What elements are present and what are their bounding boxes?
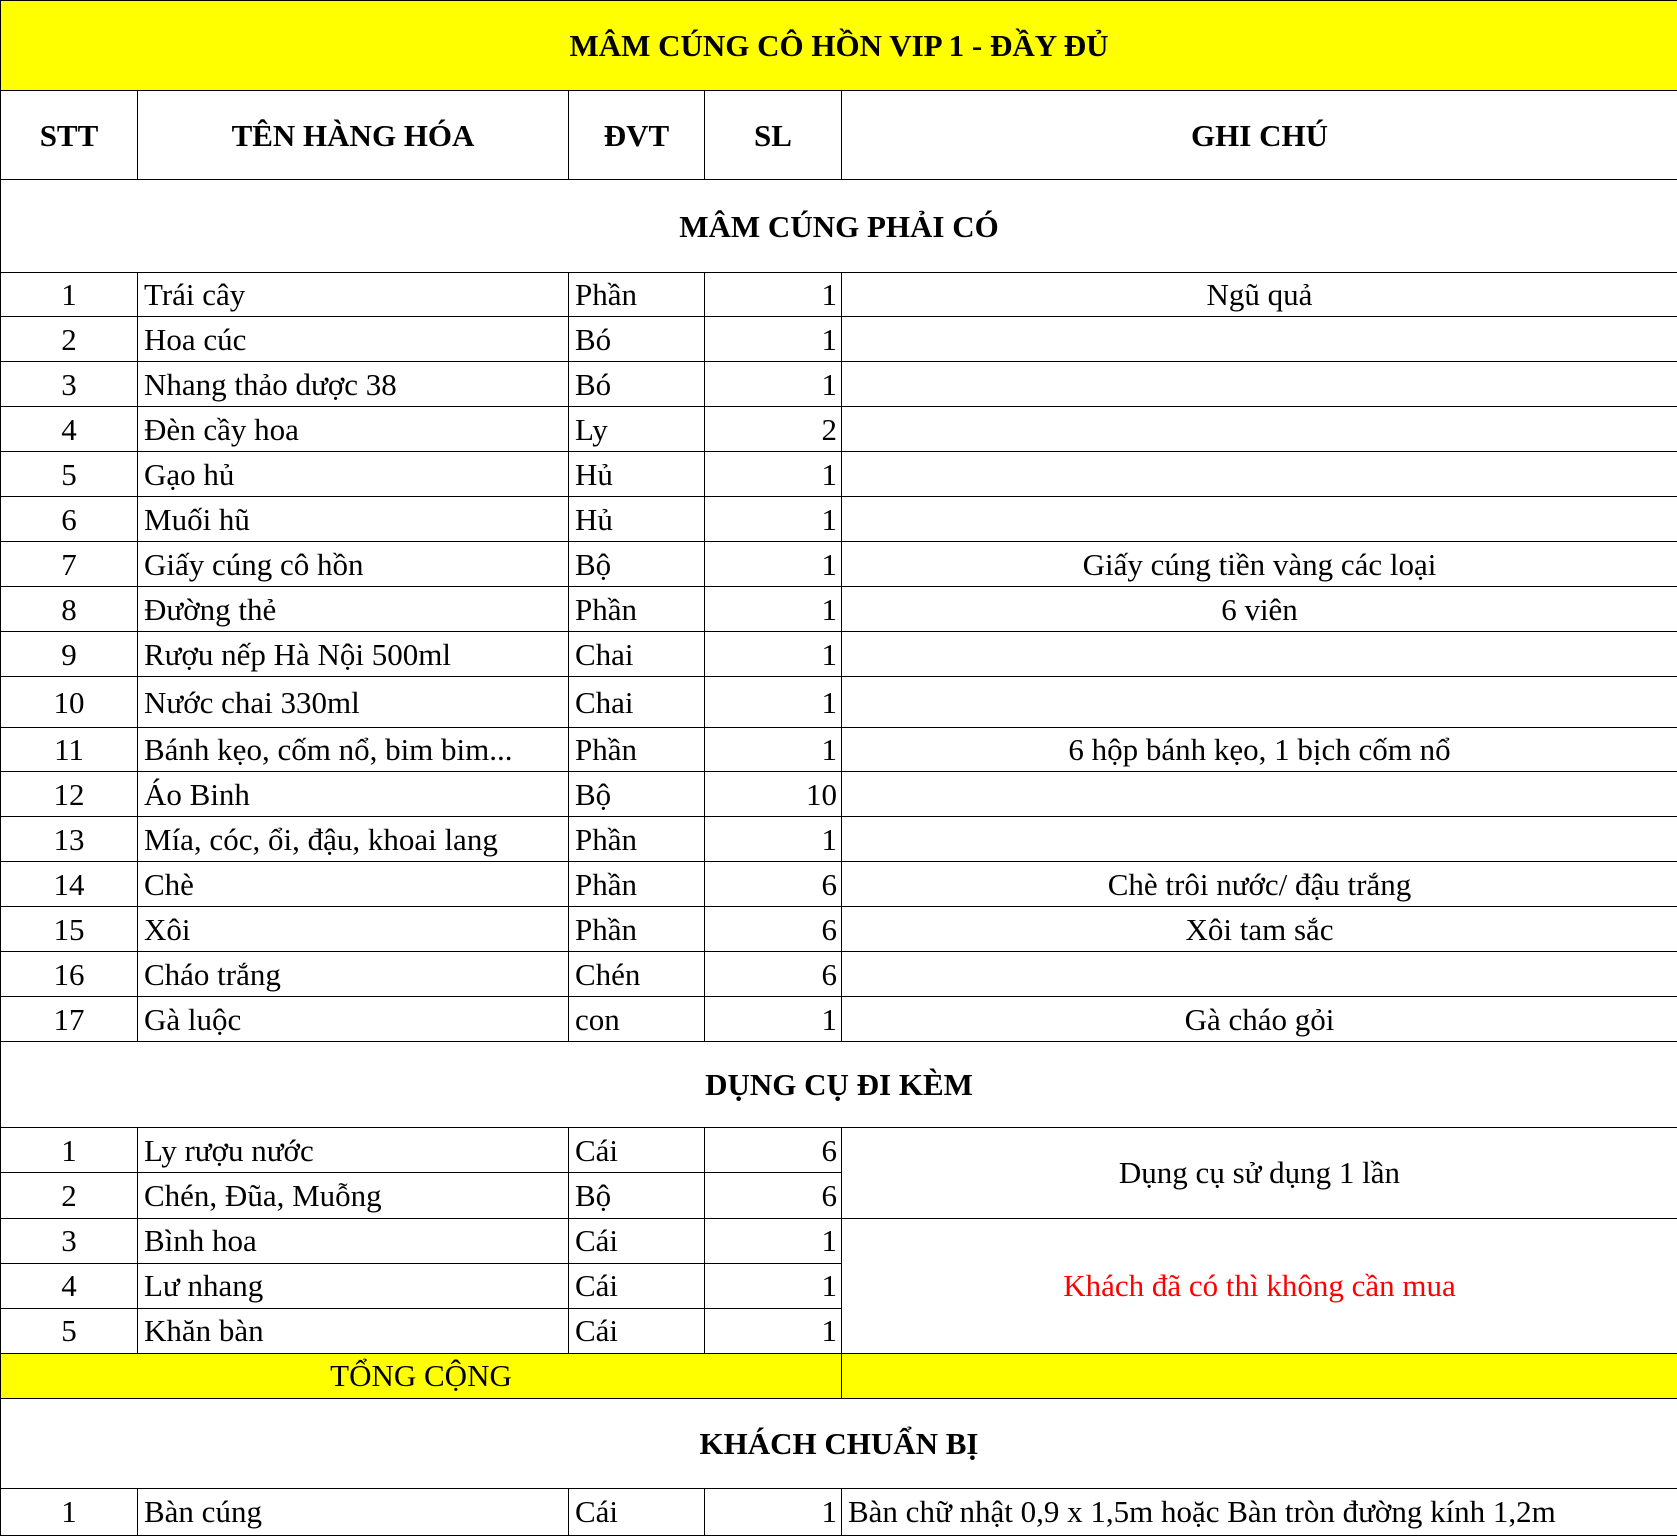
table-row (1, 1488, 1677, 1535)
table-row (1, 1218, 1677, 1263)
row-unit: Chai (569, 677, 705, 728)
table-row (1, 362, 1677, 407)
row-quantity: 1 (705, 1218, 842, 1263)
row-unit: Bó (569, 317, 705, 362)
row-unit: Bộ (569, 1173, 705, 1218)
table-row (1, 317, 1677, 362)
row-note (842, 407, 1677, 452)
table-row (1, 772, 1677, 817)
row-stt: 1 (1, 1488, 138, 1535)
row-stt: 8 (1, 587, 138, 632)
section2-title: DỤNG CỤ ĐI KÈM (1, 1042, 1677, 1128)
table-row (1, 677, 1677, 728)
row-unit: Bộ (569, 542, 705, 587)
total-value (842, 1353, 1677, 1398)
row-item-name: Áo Binh (138, 772, 569, 817)
row-stt: 17 (1, 997, 138, 1042)
table-row (1, 862, 1677, 907)
row-unit: Hủ (569, 452, 705, 497)
single-use-note: Dụng cụ sử dụng 1 lần (842, 1128, 1677, 1218)
row-note (842, 952, 1677, 997)
row-quantity: 1 (705, 632, 842, 677)
row-item-name: Gạo hủ (138, 452, 569, 497)
table-row (1, 452, 1677, 497)
row-unit: Cái (569, 1488, 705, 1535)
table-row (1, 407, 1677, 452)
row-note (842, 817, 1677, 862)
row-note: Chè trôi nước/ đậu trắng (842, 862, 1677, 907)
row-note (842, 497, 1677, 542)
row-note (842, 362, 1677, 407)
row-quantity: 1 (705, 1308, 842, 1353)
table-row (1, 497, 1677, 542)
section3-title: KHÁCH CHUẨN BỊ (1, 1398, 1677, 1488)
section1-title: MÂM CÚNG PHẢI CÓ (1, 180, 1677, 273)
row-item-name: Muối hũ (138, 497, 569, 542)
row-item-name: Khăn bàn (138, 1308, 569, 1353)
row-quantity: 6 (705, 1128, 842, 1173)
row-quantity: 2 (705, 407, 842, 452)
row-stt: 11 (1, 728, 138, 772)
header-stt: STT (1, 91, 138, 180)
row-unit: Bộ (569, 772, 705, 817)
row-item-name: Giấy cúng cô hồn (138, 542, 569, 587)
row-unit: Phần (569, 587, 705, 632)
total-row (1, 1353, 1677, 1398)
table-row (1, 273, 1677, 317)
row-stt: 13 (1, 817, 138, 862)
table-row (1, 952, 1677, 997)
table-row (1, 997, 1677, 1042)
row-quantity: 1 (705, 273, 842, 317)
row-item-name: Nước chai 330ml (138, 677, 569, 728)
row-unit: con (569, 997, 705, 1042)
customer-owned-note: Khách đã có thì không cần mua (842, 1218, 1677, 1353)
row-quantity: 1 (705, 587, 842, 632)
row-quantity: 1 (705, 542, 842, 587)
section2-row (1, 1042, 1677, 1128)
row-stt: 12 (1, 772, 138, 817)
row-unit: Chai (569, 632, 705, 677)
table-row (1, 728, 1677, 772)
row-item-name: Hoa cúc (138, 317, 569, 362)
row-note: 6 hộp bánh kẹo, 1 bịch cốm nổ (842, 728, 1677, 772)
row-note (842, 452, 1677, 497)
row-note: Ngũ quả (842, 273, 1677, 317)
row-item-name: Nhang thảo dược 38 (138, 362, 569, 407)
title-row (1, 1, 1677, 91)
row-note (842, 772, 1677, 817)
row-unit: Cái (569, 1308, 705, 1353)
row-stt: 6 (1, 497, 138, 542)
total-label: TỔNG CỘNG (1, 1353, 842, 1398)
row-stt: 3 (1, 362, 138, 407)
row-note: Bàn chữ nhật 0,9 x 1,5m hoặc Bàn tròn đường kính 1,2m (842, 1488, 1677, 1535)
header-qty: SL (705, 91, 842, 180)
table-row (1, 632, 1677, 677)
row-item-name: Bánh kẹo, cốm nổ, bim bim... (138, 728, 569, 772)
row-stt: 16 (1, 952, 138, 997)
row-stt: 4 (1, 1263, 138, 1308)
header-note: GHI CHÚ (842, 91, 1677, 180)
row-item-name: Ly rượu nước (138, 1128, 569, 1173)
row-quantity: 1 (705, 817, 842, 862)
row-stt: 14 (1, 862, 138, 907)
row-unit: Phần (569, 907, 705, 952)
row-unit: Cái (569, 1263, 705, 1308)
row-item-name: Xôi (138, 907, 569, 952)
table-row (1, 1128, 1677, 1173)
row-quantity: 1 (705, 1263, 842, 1308)
header-name: TÊN HÀNG HÓA (138, 91, 569, 180)
row-unit: Cái (569, 1128, 705, 1173)
row-quantity: 1 (705, 452, 842, 497)
row-stt: 7 (1, 542, 138, 587)
row-unit: Phần (569, 862, 705, 907)
row-item-name: Chén, Đũa, Muỗng (138, 1173, 569, 1218)
row-stt: 15 (1, 907, 138, 952)
table-row (1, 587, 1677, 632)
section1-row (1, 180, 1677, 273)
table-row (1, 542, 1677, 587)
header-row (1, 91, 1677, 180)
row-item-name: Đường thẻ (138, 587, 569, 632)
row-stt: 5 (1, 452, 138, 497)
table-row (1, 907, 1677, 952)
row-quantity: 1 (705, 1488, 842, 1535)
row-quantity: 1 (705, 997, 842, 1042)
row-item-name: Trái cây (138, 273, 569, 317)
row-item-name: Chè (138, 862, 569, 907)
row-stt: 9 (1, 632, 138, 677)
row-unit: Cái (569, 1218, 705, 1263)
row-quantity: 6 (705, 907, 842, 952)
row-stt: 1 (1, 273, 138, 317)
row-quantity: 1 (705, 497, 842, 542)
row-quantity: 1 (705, 362, 842, 407)
row-item-name: Bình hoa (138, 1218, 569, 1263)
row-item-name: Bàn cúng (138, 1488, 569, 1535)
row-quantity: 6 (705, 1173, 842, 1218)
row-item-name: Cháo trắng (138, 952, 569, 997)
row-note (842, 317, 1677, 362)
row-quantity: 1 (705, 677, 842, 728)
row-stt: 2 (1, 1173, 138, 1218)
row-note: Xôi tam sắc (842, 907, 1677, 952)
row-item-name: Gà luộc (138, 997, 569, 1042)
row-unit: Phần (569, 728, 705, 772)
row-unit: Phần (569, 817, 705, 862)
row-note: Giấy cúng tiền vàng các loại (842, 542, 1677, 587)
row-item-name: Lư nhang (138, 1263, 569, 1308)
row-quantity: 6 (705, 862, 842, 907)
row-stt: 3 (1, 1218, 138, 1263)
row-item-name: Đèn cầy hoa (138, 407, 569, 452)
row-stt: 10 (1, 677, 138, 728)
row-note (842, 677, 1677, 728)
row-note (842, 632, 1677, 677)
section3-row (1, 1398, 1677, 1488)
row-unit: Bó (569, 362, 705, 407)
row-stt: 2 (1, 317, 138, 362)
row-item-name: Rượu nếp Hà Nội 500ml (138, 632, 569, 677)
row-item-name: Mía, cóc, ổi, đậu, khoai lang (138, 817, 569, 862)
row-quantity: 10 (705, 772, 842, 817)
row-unit: Chén (569, 952, 705, 997)
header-unit: ĐVT (569, 91, 705, 180)
row-unit: Ly (569, 407, 705, 452)
row-stt: 5 (1, 1308, 138, 1353)
row-unit: Phần (569, 273, 705, 317)
row-stt: 1 (1, 1128, 138, 1173)
row-quantity: 6 (705, 952, 842, 997)
row-note: Gà cháo gỏi (842, 997, 1677, 1042)
row-quantity: 1 (705, 317, 842, 362)
sheet-title: MÂM CÚNG CÔ HỒN VIP 1 - ĐẦY ĐỦ (1, 1, 1677, 91)
table-row (1, 817, 1677, 862)
row-note: 6 viên (842, 587, 1677, 632)
row-quantity: 1 (705, 728, 842, 772)
row-stt: 4 (1, 407, 138, 452)
row-unit: Hủ (569, 497, 705, 542)
